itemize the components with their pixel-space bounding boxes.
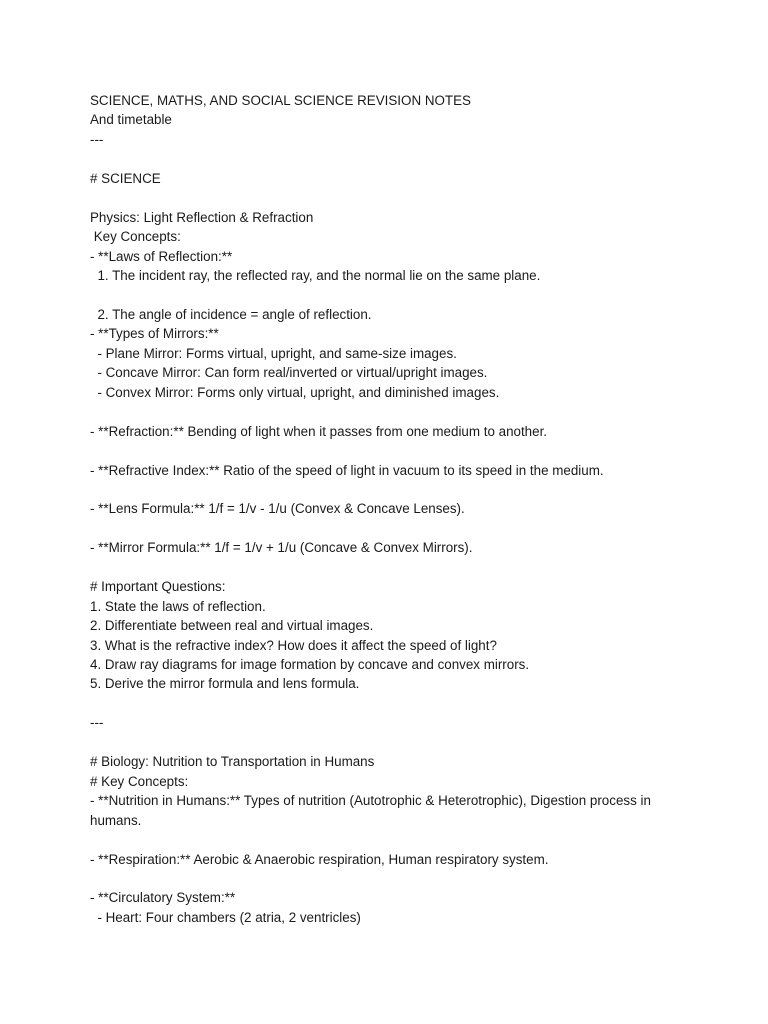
document-line: SCIENCE, MATHS, AND SOCIAL SCIENCE REVISION NOTES [90, 93, 471, 108]
blank-line [90, 286, 730, 305]
document-line: - Concave Mirror: Can form real/inverted or virtual/upright images. [90, 365, 488, 381]
document-line: - **Types of Mirrors:** [90, 326, 219, 342]
blank-line [90, 694, 730, 713]
document-line: - **Mirror Formula:** 1/f = 1/v + 1/u (Concave & Convex Mirrors). [90, 540, 473, 556]
blank-line [90, 480, 730, 499]
document-line: - Convex Mirror: Forms only virtual, upright, and diminished images. [90, 384, 500, 400]
document-line: - **Refractive Index:** Ratio of the speed of light in vacuum to its speed in the medium. [90, 462, 604, 478]
document-line: - **Nutrition in Humans:** Types of nutrition (Autotrophic & Heterotrophic), Digestion process in [90, 793, 651, 809]
blank-line [90, 149, 730, 168]
document-line: - **Refraction:** Bending of light when it passes from one medium to another. [90, 423, 548, 439]
blank-line [90, 733, 730, 752]
blank-line [90, 441, 730, 460]
document-line: 2. Differentiate between real and virtual images. [90, 618, 374, 634]
blank-line [90, 519, 730, 538]
document-line: - **Circulatory System:** [90, 890, 236, 906]
document-line: humans. [90, 812, 142, 828]
blank-line [90, 869, 730, 888]
document-page [90, 91, 730, 927]
blank-line [90, 558, 730, 577]
document-line: - **Laws of Reflection:** [90, 248, 233, 264]
document-line: And timetable [90, 112, 172, 128]
document-line: - **Respiration:** Aerobic & Anaerobic respiration, Human respiratory system. [90, 851, 549, 867]
blank-line [90, 188, 730, 207]
document-line: 3. What is the refractive index? How does it affect the speed of light? [90, 637, 497, 653]
document-line: 4. Draw ray diagrams for image formation by concave and convex mirrors. [90, 657, 530, 673]
document-line: Key Concepts: [90, 229, 181, 245]
document-line: # SCIENCE [90, 170, 161, 186]
document-line: 1. State the laws of reflection. [90, 598, 266, 614]
document-line: - Plane Mirror: Forms virtual, upright, and same-size images. [90, 345, 457, 361]
document-line: 2. The angle of incidence = angle of reflection. [90, 306, 372, 322]
document-line: # Key Concepts: [90, 773, 189, 789]
document-line: --- [90, 715, 104, 731]
blank-line [90, 830, 730, 849]
document-line: Physics: Light Reflection & Refraction [90, 209, 314, 225]
document-line: - Heart: Four chambers (2 atria, 2 ventricles) [90, 909, 361, 925]
document-line: --- [90, 131, 104, 147]
document-line: 5. Derive the mirror formula and lens formula. [90, 676, 360, 692]
document-line: 1. The incident ray, the reflected ray, and the normal lie on the same plane. [90, 268, 541, 284]
document-line: # Important Questions: [90, 579, 226, 595]
document-line: - **Lens Formula:** 1/f = 1/v - 1/u (Convex & Concave Lenses). [90, 501, 465, 517]
document-line: # Biology: Nutrition to Transportation in Humans [90, 754, 375, 770]
blank-line [90, 402, 730, 421]
